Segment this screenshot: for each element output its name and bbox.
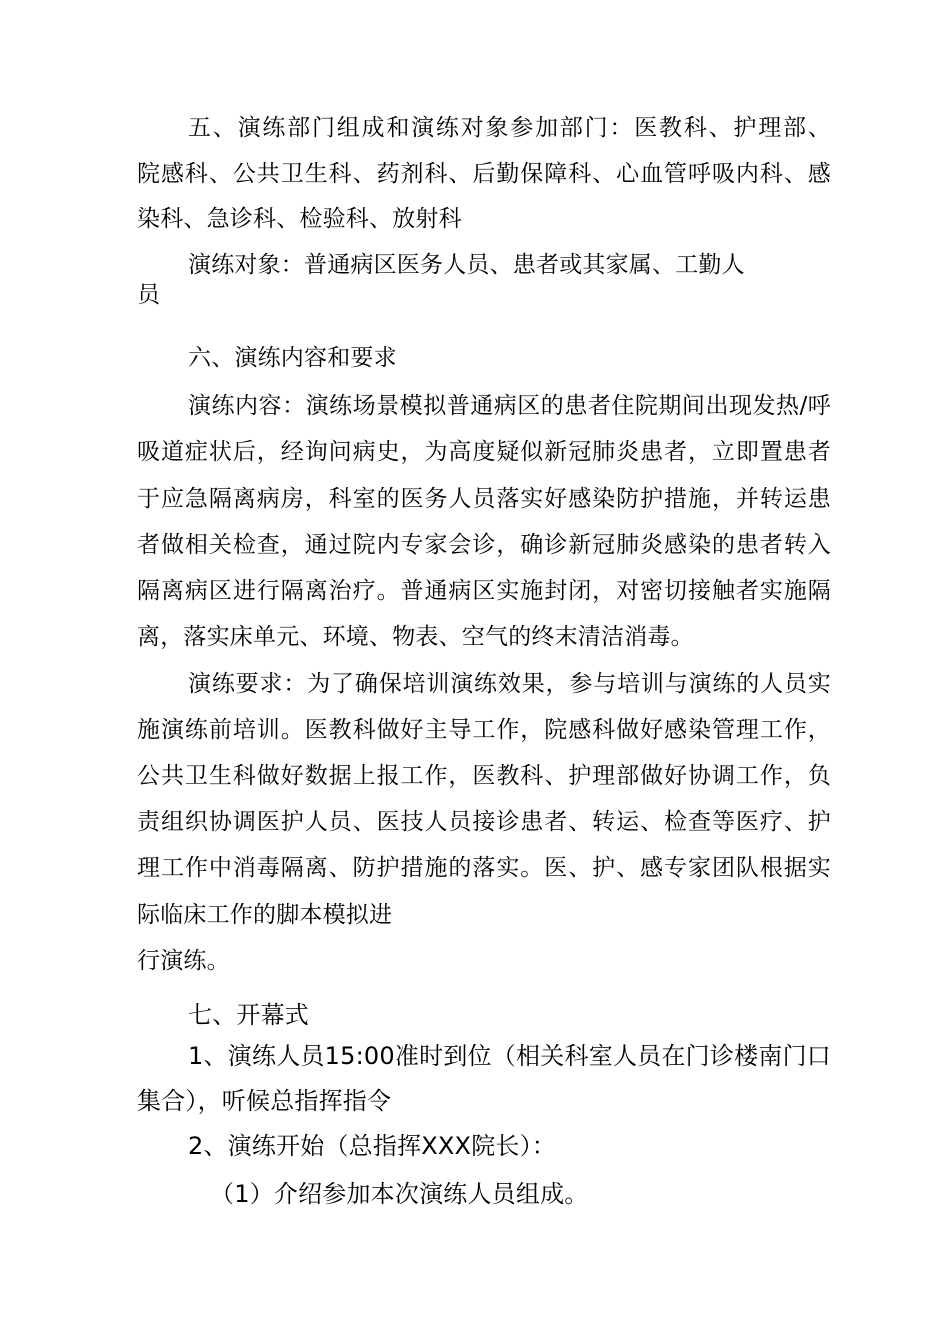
- sec6-req-line-4: 责组织协调医护人员、医技人员接诊患者、转运、检查等医疗、护: [137, 809, 831, 835]
- sec6-req-line-3: 公共卫生科做好数据上报工作，医教科、护理部做好协调工作，负: [137, 763, 831, 789]
- sec7-item2: 2、演练开始（总指挥XXX院长）：: [188, 1132, 556, 1160]
- sec6-content-line-6: 离，落实床单元、环境、物表、空气的终末清洁消毒。: [137, 624, 694, 650]
- sec7-item2-sub1: （1）介绍参加本次演练人员组成。: [210, 1180, 589, 1208]
- sec6-content-line-1: 演练内容：演练场景模拟普通病区的患者住院期间出现发热/呼: [188, 393, 831, 419]
- sec6-req-line-1: 演练要求：为了确保培训演练效果，参与培训与演练的人员实: [188, 671, 831, 697]
- sec6-content-line-2: 吸道症状后，经询问病史，为高度疑似新冠肺炎患者，立即置患者: [137, 439, 831, 465]
- sec5-line-1: 五、演练部门组成和演练对象参加部门：医教科、护理部、: [188, 115, 831, 141]
- sec7-heading: 七、开幕式: [188, 1001, 309, 1029]
- sec7-item1-line-2: 集合），听候总指挥指令: [137, 1087, 392, 1115]
- sec5-target-line-2: 员: [137, 282, 161, 308]
- sec5-line-2: 院感科、公共卫生科、药剂科、后勤保障科、心血管呼吸内科、感: [137, 161, 831, 187]
- sec7-item1-line-1: 1、演练人员15:00准时到位（相关科室人员在门诊楼南门口: [188, 1042, 831, 1070]
- sec6-req-line-6: 际临床工作的脚本模拟进: [137, 902, 393, 928]
- sec5-target-line-1: 演练对象：普通病区医务人员、患者或其家属、工勤人: [188, 252, 745, 278]
- sec5-line-3: 染科、急诊科、检验科、放射科: [137, 206, 462, 232]
- sec6-content-line-5: 隔离病区进行隔离治疗。普通病区实施封闭，对密切接触者实施隔: [137, 578, 831, 604]
- sec6-content-line-4: 者做相关检查，通过院内专家会诊，确诊新冠肺炎感染的患者转入: [137, 532, 831, 558]
- sec6-req-line-5: 理工作中消毒隔离、防护措施的落实。医、护、感专家团队根据实: [137, 855, 831, 881]
- sec6-heading: 六、演练内容和要求: [188, 345, 397, 371]
- sec6-content-line-3: 于应急隔离病房，科室的医务人员落实好感染防护措施，并转运患: [137, 486, 831, 512]
- sec6-req-line-7: 行演练。: [137, 948, 230, 974]
- sec6-req-line-2: 施演练前培训。医教科做好主导工作，院感科做好感染管理工作，: [137, 717, 831, 743]
